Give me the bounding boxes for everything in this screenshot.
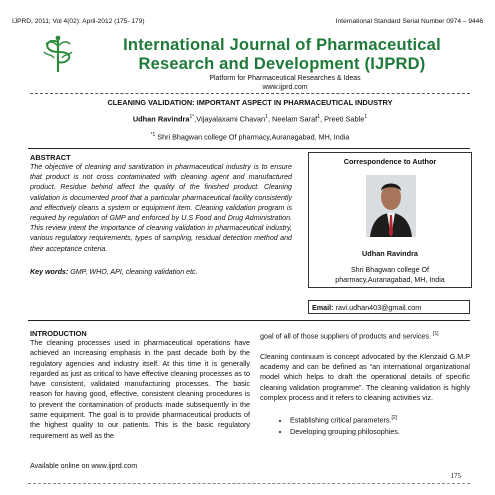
- correspondence-box: [308, 152, 472, 288]
- bullet-1-text: Establishing critical parameters.: [290, 415, 392, 425]
- journal-url: www.ijprd.com: [262, 84, 308, 91]
- coauthor-2-sup: 1: [317, 114, 321, 120]
- keywords: [30, 268, 292, 276]
- page-number: 175: [450, 472, 461, 480]
- footer-divider: [28, 483, 470, 484]
- journal-subtitle: Platform for Pharmaceutical Researches & Ideas: [209, 75, 361, 82]
- criteria-list: [260, 413, 470, 437]
- lead-author: Udhan Ravindra: [132, 114, 190, 124]
- list-item: [290, 413, 470, 426]
- introduction-body: The cleaning processes used in pharmaceutical operations have achieved an increasing emphasis in the past decade both by the regulatory agencies and industry itself. At this time it is generally regarded as just as critical to have effective cleaning processes as to have consistent, validated manufacturing processes. The basic reason for having good, effective, consistent cleaning procedures is to prevent the contamination of products made subsequently in the same equipment. The goal is to provide pharmaceutical products of the highest quality to our patients. This is the basic regulatory requirement as well as the: [30, 338, 250, 440]
- journal-title: [92, 36, 472, 74]
- author-affiliation: [30, 132, 470, 141]
- header-issn: International Standard Serial Number 0974 – 9446: [335, 18, 483, 25]
- coauthor-1: ,Vijayalaxami Chavan: [194, 114, 266, 124]
- abstract-body: The objective of cleaning and sanitization in pharmaceutical industry is to ensure that product is not cross contaminated with cleaning agent and manufactured product. Residue behind affect the quality of the finished product. Cleaning validation is documented proof that a particular pharmaceutical facility consistently and effectively cleans a system or equipment item. Cleaning validation program is required by regulation of GMP and enforced by U.S Food and Drug Administration. This review intent the importance of cleaning validation in pharmaceutical industry, various regulatory requirements, types of sampling, residual detection method and their acceptance criteria.: [30, 163, 292, 253]
- abstract-heading: ABSTRACT: [30, 153, 71, 162]
- journal-title-line1: International Journal of Pharmaceutical: [123, 36, 441, 54]
- available-online: Available online on www.ijprd.com: [30, 462, 138, 470]
- correspondence-heading: Correspondence to Author: [343, 157, 437, 166]
- article-title: CLEANING VALIDATION: IMPORTANT ASPECT IN PHARMACEUTICAL INDUSTRY: [107, 98, 393, 107]
- list-item: [290, 427, 470, 437]
- email-label: Email:: [312, 303, 334, 312]
- keywords-label: Key words:: [30, 268, 69, 276]
- introduction-heading: INTRODUCTION: [30, 329, 87, 338]
- header-divider: [30, 93, 470, 94]
- coauthor-1-sup: 1: [265, 114, 268, 120]
- bullet-1-ref: [2]: [391, 415, 398, 422]
- coauthor-3-sup: 1: [364, 114, 368, 120]
- correspondence-name: Udhan Ravindra: [362, 249, 418, 258]
- col2-p1-text: goal of all of those suppliers of products and services.: [260, 331, 431, 341]
- second-column: [260, 329, 470, 438]
- email-box: [308, 300, 470, 314]
- coauthor-2: , Neelam Saraf: [267, 114, 318, 124]
- coauthor-3: , Preeti Sable: [320, 114, 365, 124]
- abstract-bottom-rule: [28, 320, 470, 321]
- keywords-list: GMP, WHO, API, cleaning validation etc.: [68, 268, 198, 276]
- affiliation-sup: *1: [150, 132, 156, 138]
- journal-title-line2: Research and Development (IJPRD): [138, 55, 426, 73]
- col2-paragraph-2: Cleaning continuum is concept advocated by the Klenzaid G.M.P academy and can be defined as “an international organizational model which helps to draft the operational details of specific cleaning validation programme”. The cleaning validation is highly complex process and it refers to cleaning activities viz.: [260, 351, 470, 402]
- author-list: [30, 114, 470, 123]
- bullet-2-text: Developing grouping philosophies.: [290, 426, 400, 436]
- correspondence-affiliation: Shri Bhagwan college Of pharmacy,Auranagabad, MH, India: [335, 266, 445, 284]
- lead-author-sup: 1*: [189, 114, 195, 120]
- header-citation: IJPRD, 2011; Vol 4(02): April-2012 (175- 179): [12, 18, 145, 25]
- journal-subtitle-block: [120, 74, 450, 92]
- affiliation-text: Shri Bhagwan college Of pharmacy,Auranagabad, MH, India: [155, 132, 350, 142]
- author-photo: [366, 175, 416, 237]
- abstract-top-rule: [28, 148, 470, 149]
- email-address: ravi.udhan403@gmail.com: [333, 303, 422, 312]
- col2-p1-ref: [1]: [433, 331, 439, 337]
- journal-logo-icon: [40, 34, 76, 74]
- col2-paragraph-1: [260, 329, 470, 342]
